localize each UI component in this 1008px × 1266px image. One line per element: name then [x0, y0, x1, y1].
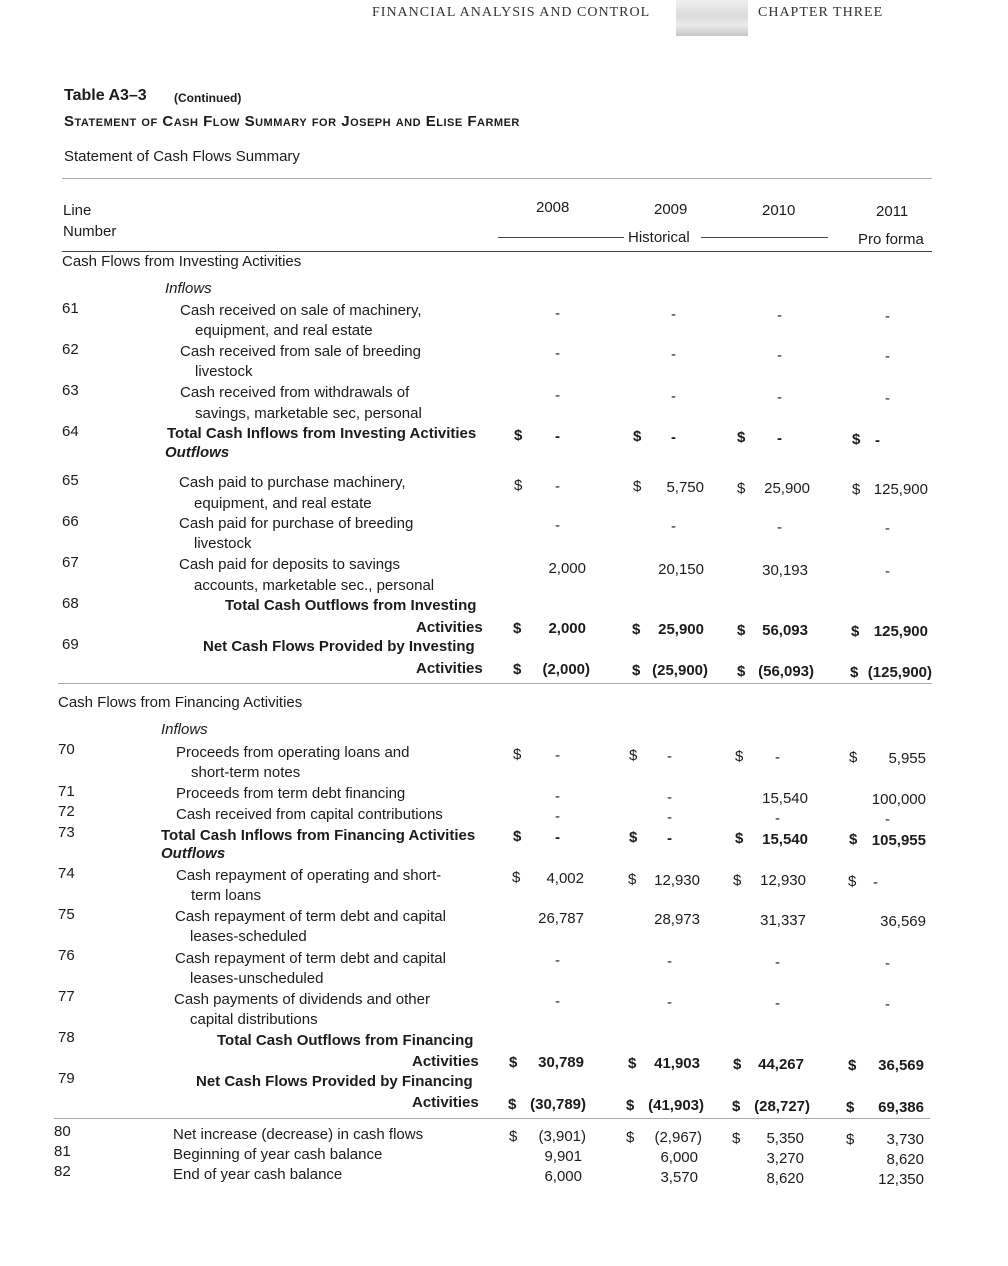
cell-2008: 26,787: [538, 910, 584, 927]
cell-2008: -: [555, 345, 560, 362]
cell-2008: -: [555, 952, 560, 969]
cell-dollar: $: [732, 1130, 741, 1147]
row-label-cont: leases-scheduled: [190, 928, 307, 945]
row-label: Proceeds from operating loans and: [176, 744, 410, 761]
row-label: Net Cash Flows Provided by Financing: [196, 1073, 473, 1090]
row-label: Cash repayment of term debt and capital: [175, 908, 446, 925]
cell-2011: 125,900: [873, 623, 928, 640]
cell-2010: 5,350: [766, 1130, 804, 1147]
cell-2009: -: [667, 809, 672, 826]
row-label-cont: savings, marketable sec, personal: [195, 405, 422, 422]
running-head-right: CHAPTER THREE: [758, 5, 884, 20]
cell-2008: -: [555, 305, 560, 322]
cell-dollar: $: [852, 431, 861, 448]
header-year-2011: 2011: [876, 203, 909, 220]
row-label-cont: Activities: [412, 1053, 479, 1070]
cell-2009: -: [667, 748, 672, 765]
line-number: 77: [58, 988, 75, 1005]
cell-2010: 3,270: [766, 1150, 804, 1167]
row-label: Cash paid for purchase of breeding: [179, 515, 414, 532]
cell-2010: 30,193: [762, 562, 808, 579]
row-label-cont: leases-unscheduled: [190, 970, 324, 987]
cell-2008: -: [555, 428, 560, 445]
cell-2010: -: [777, 307, 782, 324]
cell-dollar: $: [632, 621, 641, 638]
cell-2011: 69,386: [878, 1099, 924, 1116]
cell-2008: 30,789: [538, 1054, 584, 1071]
row-label: Cash received from capital contributions: [176, 806, 443, 823]
line-number: 72: [58, 803, 75, 820]
cell-2008: -: [555, 808, 560, 825]
line-number: 78: [58, 1029, 75, 1046]
row-label: Cash received from withdrawals of: [180, 384, 410, 401]
row-label-cont: equipment, and real estate: [194, 495, 372, 512]
table-subtitle: Statement of Cash Flows Summary: [64, 148, 300, 165]
cell-2010: 8,620: [766, 1170, 804, 1187]
cell-dollar: $: [850, 664, 859, 681]
line-number: 64: [62, 423, 79, 440]
row-label: Cash repayment of term debt and capital: [175, 950, 446, 967]
cell-2010: -: [777, 519, 782, 536]
cell-2008: 2,000: [548, 620, 586, 637]
subtitle-rule: [62, 178, 932, 179]
row-label-cont: equipment, and real estate: [195, 322, 373, 339]
cell-2009: -: [671, 429, 676, 446]
cell-2011: 36,569: [880, 913, 926, 930]
cell-dollar: $: [735, 830, 744, 847]
running-head-left: FINANCIAL ANALYSIS AND CONTROL: [372, 5, 651, 20]
cell-2011: -: [885, 996, 890, 1013]
cell-2008: 4,002: [546, 870, 584, 887]
cell-dollar: $: [737, 480, 746, 497]
cell-dollar: $: [737, 622, 746, 639]
table-title: Statement of Cash Flow Summary for Joseph and Elise Farmer: [64, 113, 520, 130]
line-number: 73: [58, 824, 75, 841]
cell-2011: 5,955: [888, 750, 926, 767]
cell-2009: -: [667, 830, 672, 847]
cell-2010: -: [775, 810, 780, 827]
cell-2008: -: [555, 387, 560, 404]
cell-2011: 105,955: [871, 832, 926, 849]
cell-2011: 125,900: [873, 481, 928, 498]
row-label-cont: capital distributions: [190, 1011, 318, 1028]
cell-2010: (56,093): [758, 663, 814, 680]
header-line: Line: [63, 202, 92, 219]
table-label: Table A3–3: [64, 87, 147, 104]
cell-2010: 31,337: [760, 912, 806, 929]
cell-dollar: $: [732, 1098, 741, 1115]
cell-2008: 2,000: [548, 560, 586, 577]
line-number: 67: [62, 554, 79, 571]
row-label: Cash payments of dividends and other: [174, 991, 430, 1008]
cell-2011: -: [885, 563, 890, 580]
cell-2010: -: [777, 347, 782, 364]
line-number: 69: [62, 636, 79, 653]
row-label: Total Cash Outflows from Investing: [225, 597, 477, 614]
cell-2009: 28,973: [654, 911, 700, 928]
section-investing-heading: Cash Flows from Investing Activities: [62, 253, 302, 270]
cell-dollar: $: [514, 427, 523, 444]
cell-2011: 100,000: [871, 791, 926, 808]
cell-2010: 25,900: [764, 480, 810, 497]
row-label: Total Cash Inflows from Financing Activities: [161, 827, 476, 844]
cell-dollar: $: [626, 1097, 635, 1114]
cell-2009: 20,150: [658, 561, 704, 578]
row-label-cont: Activities: [412, 1094, 479, 1111]
cell-2009: 12,930: [654, 872, 700, 889]
cell-2009: -: [667, 953, 672, 970]
cell-2010: -: [775, 749, 780, 766]
section-divider: [58, 683, 932, 684]
line-number: 66: [62, 513, 79, 530]
row-label-cont: term loans: [191, 887, 262, 904]
header-pro-forma: Pro forma: [858, 231, 924, 248]
row-label: Net increase (decrease) in cash flows: [173, 1126, 424, 1143]
line-number: 81: [54, 1143, 71, 1160]
cell-dollar: $: [513, 620, 522, 637]
cell-dollar: $: [512, 869, 521, 886]
cell-2011: 12,350: [878, 1171, 924, 1188]
historical-rule-left: [498, 237, 624, 238]
cell-2009: -: [671, 388, 676, 405]
cell-2011: 36,569: [878, 1057, 924, 1074]
investing-inflows-label: Inflows: [165, 280, 212, 297]
row-label: Cash received from sale of breeding: [180, 343, 421, 360]
cell-dollar: $: [852, 481, 861, 498]
header-bottom-rule: [62, 251, 932, 252]
cell-2008: -: [555, 829, 560, 846]
cell-2011: -: [885, 520, 890, 537]
summary-divider: [54, 1118, 930, 1119]
table-continued: (Continued): [174, 91, 242, 105]
cell-dollar: $: [632, 662, 641, 679]
cell-2008: (3,901): [538, 1128, 586, 1145]
cell-2009: 41,903: [654, 1055, 700, 1072]
header-number: Number: [63, 223, 117, 240]
row-label: Proceeds from term debt financing: [176, 785, 406, 802]
cell-2009: -: [671, 306, 676, 323]
row-label: Net Cash Flows Provided by Investing: [203, 638, 475, 655]
row-label-cont: accounts, marketable sec., personal: [194, 577, 435, 594]
cell-2010: 15,540: [762, 790, 808, 807]
cell-2008: 9,901: [544, 1148, 582, 1165]
cell-2009: 6,000: [660, 1149, 698, 1166]
row-label: Cash repayment of operating and short-: [176, 867, 442, 884]
cell-2009: 5,750: [666, 479, 704, 496]
row-label-cont: short-term notes: [191, 764, 301, 781]
cell-dollar: $: [849, 749, 858, 766]
row-label-cont: livestock: [195, 363, 253, 380]
header-historical: Historical: [628, 229, 690, 246]
row-label: Total Cash Outflows from Financing: [217, 1032, 474, 1049]
cell-dollar: $: [626, 1129, 635, 1146]
cell-2008: (2,000): [542, 661, 590, 678]
line-number: 80: [54, 1123, 71, 1140]
cell-dollar: $: [633, 478, 642, 495]
cell-2010: -: [777, 389, 782, 406]
cell-dollar: $: [733, 1056, 742, 1073]
cell-2009: -: [671, 346, 676, 363]
row-label-cont: Activities: [416, 660, 483, 677]
cell-2011: 3,730: [886, 1131, 924, 1148]
cell-2008: 6,000: [544, 1168, 582, 1185]
line-number: 75: [58, 906, 75, 923]
cell-dollar: $: [846, 1131, 855, 1148]
row-label: Cash paid for deposits to savings: [179, 556, 400, 573]
cell-2010: (28,727): [754, 1098, 810, 1115]
financing-inflows-label: Inflows: [161, 721, 208, 738]
cell-dollar: $: [851, 623, 860, 640]
cell-dollar: $: [735, 748, 744, 765]
row-label: Cash paid to purchase machinery,: [179, 474, 406, 491]
cell-2009: (41,903): [648, 1097, 704, 1114]
line-number: 63: [62, 382, 79, 399]
cell-2009: 3,570: [660, 1169, 698, 1186]
cell-dollar: $: [849, 831, 858, 848]
cell-2010: 12,930: [760, 872, 806, 889]
cell-2009: (25,900): [652, 662, 708, 679]
cell-2008: -: [555, 517, 560, 534]
cell-2008: -: [555, 788, 560, 805]
cell-dollar: $: [508, 1096, 517, 1113]
cell-2010: 44,267: [758, 1056, 804, 1073]
cell-dollar: $: [509, 1128, 518, 1145]
investing-outflows-label: Outflows: [165, 444, 230, 461]
cell-dollar: $: [513, 661, 522, 678]
cell-dollar: $: [633, 428, 642, 445]
cell-2009: -: [671, 518, 676, 535]
row-label: End of year cash balance: [173, 1166, 343, 1183]
line-number: 76: [58, 947, 75, 964]
cell-dollar: $: [848, 873, 857, 890]
cell-dollar: $: [513, 746, 522, 763]
cell-2009: (2,967): [654, 1129, 702, 1146]
cell-dollar: $: [733, 872, 742, 889]
line-number: 70: [58, 741, 75, 758]
line-number: 71: [58, 783, 75, 800]
row-label-cont: Activities: [416, 619, 483, 636]
line-number: 65: [62, 472, 79, 489]
cell-dollar: $: [846, 1099, 855, 1116]
cell-2010: 15,540: [762, 831, 808, 848]
cell-2011: -: [885, 955, 890, 972]
cell-2011: -: [873, 874, 878, 891]
cell-2011: (125,900): [867, 664, 932, 681]
cell-dollar: $: [737, 663, 746, 680]
cell-2011: -: [885, 390, 890, 407]
cell-2010: -: [775, 995, 780, 1012]
line-number: 61: [62, 300, 79, 317]
cell-2008: -: [555, 747, 560, 764]
historical-rule-right: [701, 237, 828, 238]
scan-artifact-graphic: [676, 0, 748, 36]
line-number: 79: [58, 1070, 75, 1087]
cell-2008: -: [555, 478, 560, 495]
line-number: 68: [62, 595, 79, 612]
cell-2011: -: [885, 308, 890, 325]
cell-dollar: $: [628, 871, 637, 888]
row-label: Cash received on sale of machinery,: [180, 302, 422, 319]
cell-2009: -: [667, 789, 672, 806]
row-label: Total Cash Inflows from Investing Activities: [167, 425, 477, 442]
section-financing-heading: Cash Flows from Financing Activities: [58, 694, 303, 711]
cell-2008: -: [555, 993, 560, 1010]
cell-dollar: $: [629, 829, 638, 846]
cell-2011: 8,620: [886, 1151, 924, 1168]
cell-dollar: $: [848, 1057, 857, 1074]
financing-outflows-label: Outflows: [161, 845, 226, 862]
line-number: 82: [54, 1163, 71, 1180]
cell-2011: -: [885, 811, 890, 828]
line-number: 74: [58, 865, 75, 882]
cell-2009: 25,900: [658, 621, 704, 638]
cell-2010: 56,093: [762, 622, 808, 639]
cell-dollar: $: [514, 477, 523, 494]
cell-dollar: $: [629, 747, 638, 764]
cell-2008: (30,789): [530, 1096, 586, 1113]
cell-2010: -: [775, 954, 780, 971]
header-year-2009: 2009: [654, 201, 688, 218]
cell-2009: -: [667, 994, 672, 1011]
row-label-cont: livestock: [194, 535, 252, 552]
row-label: Beginning of year cash balance: [173, 1146, 383, 1163]
cell-dollar: $: [509, 1054, 518, 1071]
cell-dollar: $: [737, 429, 746, 446]
cell-2011: -: [875, 432, 880, 449]
cell-2011: -: [885, 348, 890, 365]
cell-2010: -: [777, 430, 782, 447]
cell-dollar: $: [513, 828, 522, 845]
header-year-2008: 2008: [536, 199, 570, 216]
header-year-2010: 2010: [762, 202, 796, 219]
line-number: 62: [62, 341, 79, 358]
cell-dollar: $: [628, 1055, 637, 1072]
